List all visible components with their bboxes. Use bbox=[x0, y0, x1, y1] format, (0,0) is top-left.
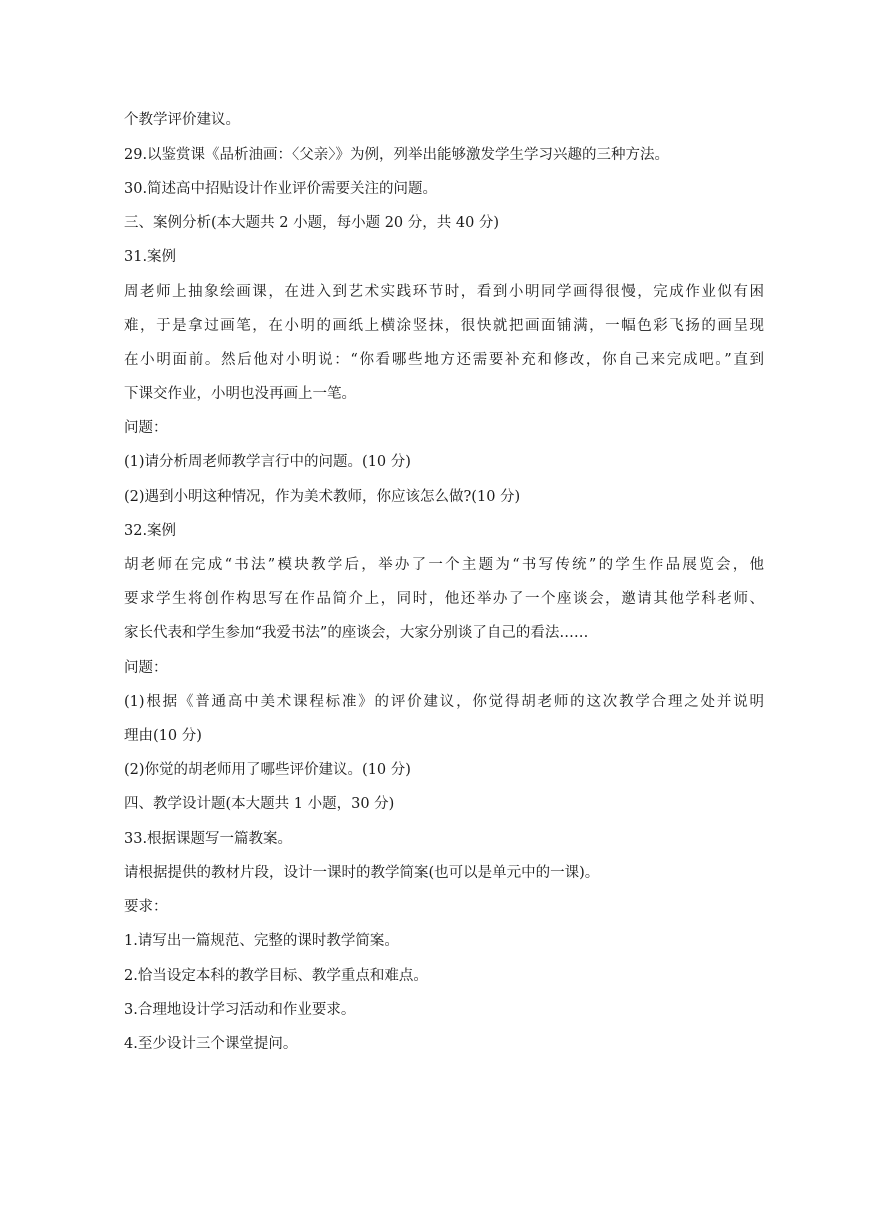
case-31-line: 周老师上抽象绘画课，在进入到艺术实践环节时，看到小明同学画得很慢，完成作业似有困 bbox=[124, 284, 764, 300]
question-32-title: 32.案例 bbox=[124, 523, 177, 539]
section-heading-3: 三、案例分析(本大题共 2 小题，每小题 20 分，共 40 分) bbox=[124, 215, 500, 231]
case-32-line: 要求学生将创作构思写在作品简介上，同时，他还举办了一个座谈会，邀请其他学科老师、 bbox=[124, 591, 764, 607]
question-31-1: (1)请分析周老师教学言行中的问题。(10 分) bbox=[124, 454, 411, 470]
question-31-title: 31.案例 bbox=[124, 249, 177, 265]
question-32-1-cont: 理由(10 分) bbox=[124, 728, 202, 744]
case-31-line: 在小明面前。然后他对小明说：“你看哪些地方还需要补充和修改，你自己来完成吧。”直到 bbox=[124, 352, 764, 368]
text-line: 个教学评价建议。 bbox=[124, 112, 240, 128]
case-31-line: 难，于是拿过画笔，在小明的画纸上横涂竖抹，很快就把画面铺满，一幅色彩飞扬的画呈现 bbox=[124, 318, 764, 334]
question-32-1: (1)根据《普通高中美术课程标准》的评价建议，你觉得胡老师的这次教学合理之处并说明 bbox=[124, 694, 764, 710]
case-32-line: 胡老师在完成“书法”模块教学后，举办了一个主题为“书写传统”的学生作品展览会，他 bbox=[124, 557, 764, 573]
requirement-3: 3.合理地设计学习活动和作业要求。 bbox=[124, 1002, 356, 1018]
question-32-2: (2)你觉的胡老师用了哪些评价建议。(10 分) bbox=[124, 762, 411, 778]
requirement-2: 2.恰当设定本科的教学目标、教学重点和难点。 bbox=[124, 968, 428, 984]
question-label: 问题： bbox=[124, 660, 168, 676]
question-30: 30.简述高中招贴设计作业评价需要关注的问题。 bbox=[124, 181, 438, 197]
section-heading-4: 四、教学设计题(本大题共 1 小题，30 分) bbox=[124, 796, 395, 812]
requirements-label: 要求： bbox=[124, 899, 168, 915]
requirement-4: 4.至少设计三个课堂提问。 bbox=[124, 1036, 298, 1052]
question-label: 问题： bbox=[124, 420, 168, 436]
instruction-line: 请根据提供的教材片段，设计一课时的教学简案(也可以是单元中的一课)。 bbox=[124, 865, 600, 881]
requirement-1: 1.请写出一篇规范、完整的课时教学简案。 bbox=[124, 933, 399, 949]
case-32-line: 家长代表和学生参加“我爱书法”的座谈会，大家分别谈了自己的看法…… bbox=[124, 625, 589, 641]
question-29: 29.以鉴赏课《品析油画：〈父亲〉》为例，列举出能够激发学生学习兴趣的三种方法。 bbox=[124, 147, 670, 163]
question-33: 33.根据课题写一篇教案。 bbox=[124, 831, 293, 847]
case-31-line: 下课交作业，小明也没再画上一笔。 bbox=[124, 386, 356, 402]
question-31-2: (2)遇到小明这种情况，作为美术教师，你应该怎么做?(10 分) bbox=[124, 489, 521, 505]
